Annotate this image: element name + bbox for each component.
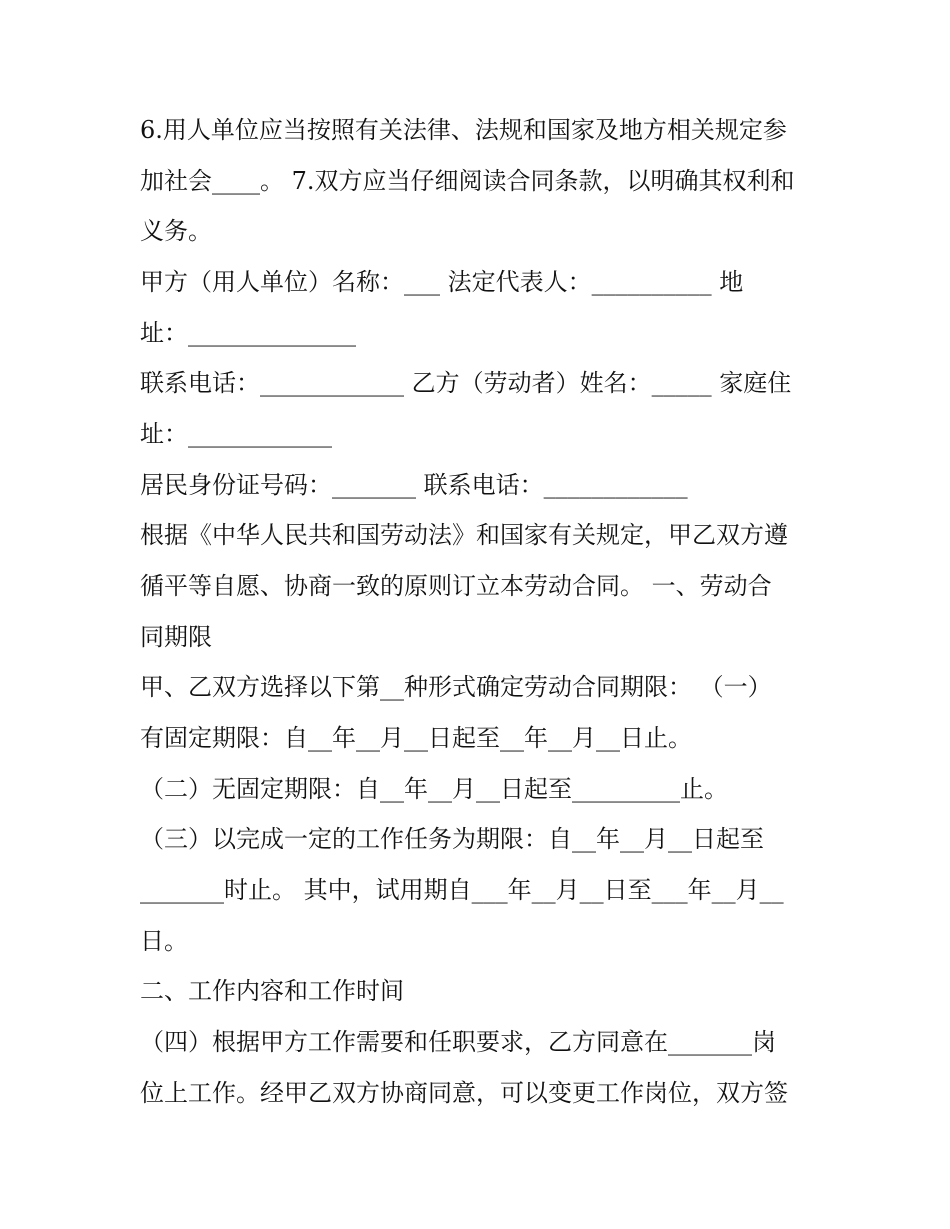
text-line: 甲、乙双方选择以下第__种形式确定劳动合同期限： （一） [140, 673, 772, 701]
text-line: 位上工作。经甲乙双方协商同意，可以变更工作岗位，双方签 [140, 1079, 788, 1107]
text-line: 义务。 [140, 217, 212, 245]
text-line: 6.用人单位应当按照有关法律、法规和国家及地方相关规定参 [140, 116, 787, 144]
text-line: 甲方（用人单位）名称：___ 法定代表人：__________ 地 [140, 268, 744, 296]
text-line: 居民身份证号码：_______ 联系电话：____________ [140, 471, 688, 499]
text-line: 日。 [140, 927, 188, 955]
text-line: 循平等自愿、协商一致的原则订立本劳动合同。 一、劳动合 [140, 572, 772, 600]
text-line: 同期限 [140, 623, 212, 651]
text-line: （二）无固定期限：自__年__月__日起至_________止。 [140, 775, 728, 803]
text-line: 加社会____。 7.双方应当仔细阅读合同条款，以明确其权利和 [140, 167, 795, 195]
text-line: 有固定期限：自__年__月__日起至__年__月__日止。 [140, 724, 692, 752]
text-line: （三）以完成一定的工作任务为期限：自__年__月__日起至 [140, 825, 764, 853]
text-line: 址：______________ [140, 319, 356, 347]
text-line: _______时止。 其中，试用期自___年__月__日至___年__月__ [140, 876, 784, 904]
text-line: 联系电话：____________ 乙方（劳动者）姓名：_____ 家庭住 [140, 369, 792, 397]
text-line: 根据《中华人民共和国劳动法》和国家有关规定，甲乙双方遵 [140, 521, 788, 549]
text-line: （四）根据甲方工作需要和任职要求，乙方同意在_______岗 [140, 1028, 776, 1056]
text-line: 址：____________ [140, 420, 332, 448]
section-heading: 二、工作内容和工作时间 [140, 977, 404, 1005]
